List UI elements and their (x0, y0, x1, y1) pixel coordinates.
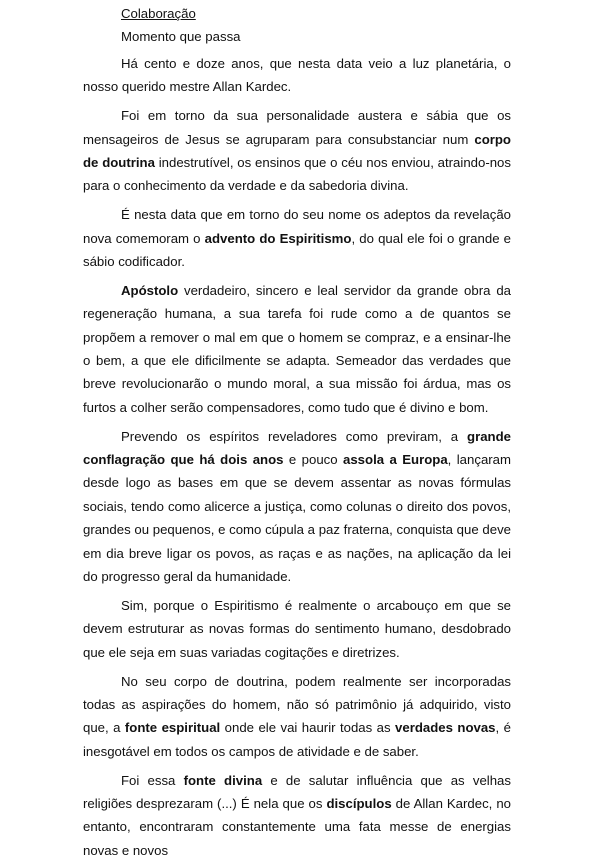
p8-text-d: de Allan Kardec, no entanto, encontraram constantemente uma fata messe de energias novas e novos (83, 795, 511, 858)
p8-text-c: e de salutar influência que as velhas religiões desprezaram (...) É nela que os (83, 772, 511, 811)
p5-text-c: e pouco (283, 452, 344, 468)
p5-bold-2: assola a Europa (343, 452, 448, 468)
p7-text-a: No seu corpo de doutrina, podem realmente ser incorporadas todas as aspirações do homem, não só patrimônio já adquirido, visto que, a (83, 673, 511, 736)
article-body (83, 52, 511, 868)
p7-text-d: , é inesgotável em todos os campos de atividade e de saber. (83, 720, 511, 759)
p7-bold-2: verdades novas (395, 720, 496, 736)
paragraph-5 (83, 425, 511, 589)
p3-text-a: É nesta data que em torno do seu nome os adeptos da revelação nova comemoram o (83, 207, 511, 246)
p3-bold-1: advento do Espiritismo (204, 230, 352, 246)
p8-text-a: Foi essa (121, 772, 184, 788)
section-heading: Colaboração (121, 6, 196, 21)
p5-text-d: , lançaram desde logo as bases em que se devem assentar as novas fórmulas sociais, tendo como alicerce a justiça, como colunas o direito dos povos, grandes ou pequenos, e como cúpula a paz fraterna, conquista que deve em dia breve ligar os povos, as raças e as nações, na aplicação da lei do progresso geral da humanidade. (83, 452, 511, 585)
p5-bold-1: grande conflagração que há dois anos (83, 428, 511, 468)
p5-text-a: Prevendo os espíritos reveladores como previram, a (121, 428, 468, 444)
p4-bold-1: Apóstolo (121, 282, 179, 298)
paragraph-1: Há cento e doze anos, que nesta data veio a luz planetária, o nosso querido mestre Allan Kardec. (83, 56, 511, 95)
p4-text-c: verdadeiro, sincero e leal servidor da grande obra da regeneração humana, a sua tarefa foi rude como a de quantos se propõem a remover o mal em que o homem se compraz, e a ensinar-lhe o bem, a que ele dificilmente se adapta. Semeador das verdades que breve revolucionarão o mundo moral, a sua missão foi árdua, mas os furtos a colher serão compensadores, como tudo que é divino e bom. (83, 282, 511, 415)
paragraph-7 (83, 670, 511, 764)
p7-bold-1: fonte espiritual (124, 720, 221, 736)
paragraph-2 (83, 104, 511, 198)
paragraph-8 (83, 769, 511, 863)
p2-text-a: Foi em torno da sua personalidade austera e sábia que os mensageiros de Jesus se agruparam para consubstanciar num (83, 108, 511, 147)
p3-text-c: , do qual ele foi o grande e sábio codificador. (83, 230, 512, 270)
paragraph-4 (83, 279, 511, 419)
p7-text-c: onde ele vai haurir todas as (220, 720, 396, 736)
paragraph-3 (83, 203, 511, 273)
p8-bold-2: discípulos (326, 795, 392, 811)
article-title: Momento que passa (121, 29, 241, 44)
p2-bold-1: corpo de doutrina (83, 131, 511, 171)
p8-bold-1: fonte divina (183, 772, 263, 788)
paragraph-6: Sim, porque o Espiritismo é realmente o arcabouço em que se devem estruturar as novas formas do sentimento humano, desdobrado que ele seja em suas variadas cogitações e diretrizes. (83, 597, 511, 660)
p2-text-c: indestrutível, os ensinos que o céu nos enviou, atraindo-nos para o conhecimento da verdade e da sabedoria divina. (83, 155, 511, 194)
